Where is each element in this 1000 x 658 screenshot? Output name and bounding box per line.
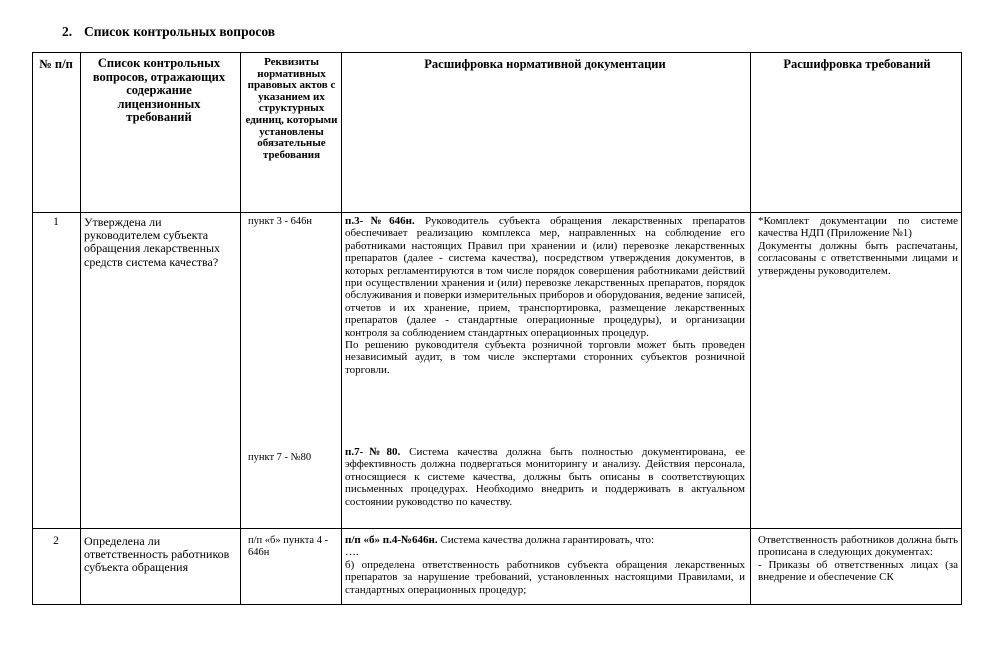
normative-text — [345, 215, 745, 376]
requisite-ref: пункт 3 - 646н — [248, 216, 313, 227]
normative-paragraph: Система качества должна гарантировать, что: — [440, 534, 655, 546]
requisite-ref: пункт 7 - №80 — [248, 452, 312, 463]
normative-clause: п.3-№646н. — [345, 215, 415, 227]
requirement-paragraph: Документы должны быть распечатаны, согласованы с ответственными лицами и утверждены руководителем. — [758, 239, 958, 277]
table-border-top — [32, 52, 961, 53]
question-text: Утверждена ли руководителем субъекта обращения лекарственных средств система качества? — [84, 215, 221, 269]
header-requirements: Расшифровка требований — [783, 57, 931, 71]
table-border-bottom — [32, 604, 961, 605]
header-questions: Список контрольных вопросов, отражающих содержание лицензионных требований — [92, 56, 226, 124]
table-border-right — [961, 52, 962, 605]
requirements-text — [758, 215, 958, 277]
column-divider — [240, 52, 241, 605]
header-num: № п/п — [39, 57, 73, 71]
normative-clause: п.7-№80. — [345, 446, 401, 458]
requirement-paragraph: - Приказы об ответственных лицах (за внедрение и обеспечение СК — [758, 558, 958, 584]
question-text: Определена ли ответственность работников субъекта обращения — [84, 534, 230, 575]
header-requisites: Реквизиты нормативных правовых актов с указанием их структурных единиц, которыми установлены обязательные требования — [245, 56, 338, 161]
normative-paragraph: б) определена ответственность работников субъекта обращения лекарственных препаратов за нарушение требований, установленных настоящими Правилами, и стандартных операционных процедур; — [345, 558, 745, 596]
normative-clause: п/п «б» п.4-№646н. — [345, 534, 438, 546]
column-divider — [80, 52, 81, 605]
header-normative: Расшифровка нормативной документации — [424, 57, 666, 71]
header-row-divider — [32, 212, 961, 213]
requirement-paragraph: Ответственность работников должна быть прописана в следующих документах: — [758, 534, 958, 559]
section-heading — [62, 24, 275, 40]
row-number: 1 — [53, 216, 59, 228]
normative-text — [345, 534, 745, 596]
section-number: 2. — [62, 24, 73, 39]
row-number: 2 — [53, 535, 59, 547]
column-divider — [750, 52, 751, 605]
requirements-text — [758, 534, 958, 584]
normative-paragraph: По решению руководителя субъекта розничной торговли может быть проведен независимый аудит, в том числе экспертами сторонних субъектов розничной торговли. — [345, 339, 745, 376]
normative-paragraph: …. — [345, 546, 359, 559]
requirement-paragraph: *Комплект документации по системе качества НДП (Приложение №1) — [758, 215, 958, 240]
requisite-ref: п/п «б» пункта 4 - 646н — [248, 535, 329, 558]
section-title: Список контрольных вопросов — [84, 24, 276, 39]
normative-paragraph: Руководитель субъекта обращения лекарственных препаратов обеспечивает реализацию комплекса мер, направленных на соблюдение его работниками настоящих Правил при хранении и (или) перевозке лекарственных препаратов (далее - система качества), посредством утверждения документов, в которых регламентируются в том числе порядок совершения работниками действий при осуществлении хранения и (или) перевозке лекарственных препаратов, порядок обслуживания и поверки измерительных приборов и оборудования, ведение записей, отчетов и их хранение, прием, транспортировка, размещение лекарственных препаратов (далее - стандартные операционные процедуры), и организации контроля за соблюдением стандартных операционных процедур. — [345, 215, 745, 339]
row-divider — [32, 528, 961, 529]
column-divider — [341, 52, 342, 605]
normative-paragraph: Система качества должна быть полностью документирована, ее эффективность должна подвергаться мониторингу и анализу. Действия персонала, относящиеся к системе качества, должны быть описаны в соответствующих письменных процедурах. Необходимо внедрить и поддерживать в актуальном состоянии руководство по качеству. — [345, 446, 745, 508]
normative-text — [345, 446, 745, 508]
table-border-left — [32, 52, 33, 605]
